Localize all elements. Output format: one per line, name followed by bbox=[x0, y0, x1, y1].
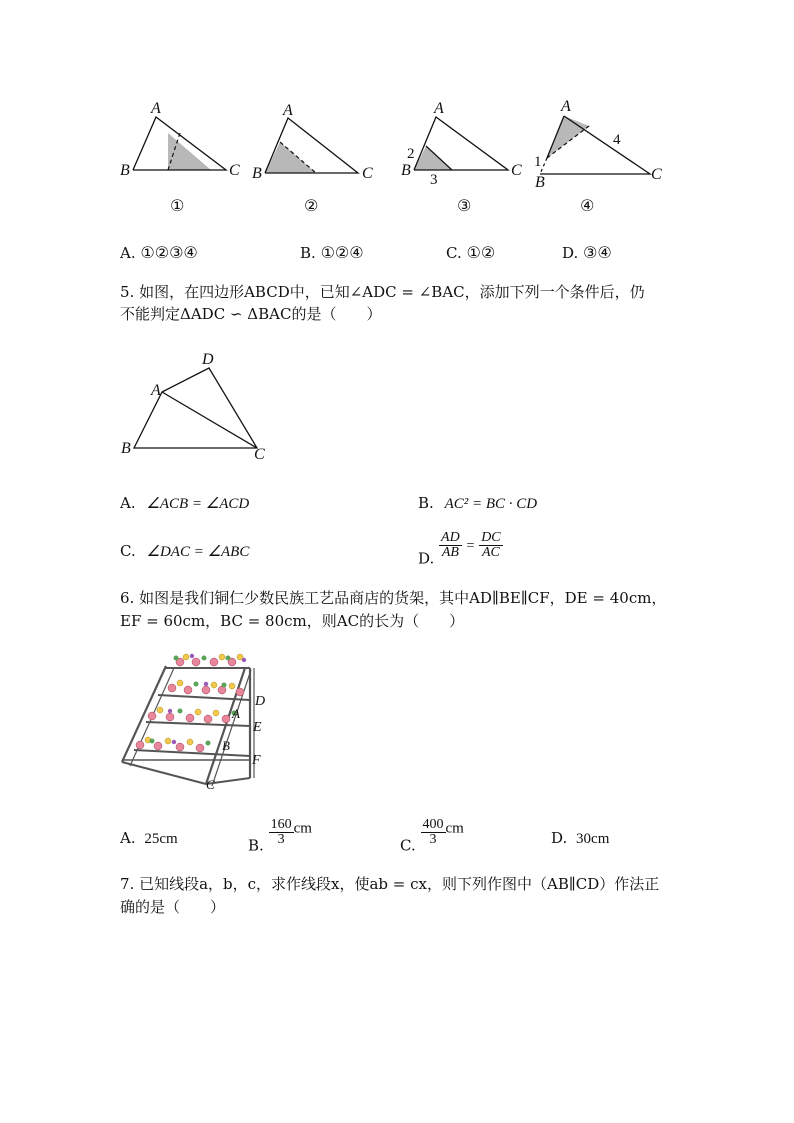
q5-option-b-letter: B. bbox=[418, 494, 434, 512]
q4-option-b-text: ①②④ bbox=[320, 243, 364, 262]
q4-fig2-caption: ② bbox=[304, 196, 319, 215]
q4-fig4-caption: ④ bbox=[580, 196, 595, 215]
q5-stem-line-1: 5. 如图，在四边形ABCD中，已知∠ADC = ∠BAC，添加下列一个条件后，仍 bbox=[120, 283, 645, 301]
q4-fig3-length-2: 2 bbox=[407, 146, 415, 162]
q4-fig4-label-C: C bbox=[651, 166, 662, 183]
q4-fig1-label-C: C bbox=[229, 162, 240, 179]
q6-option-b-unit: cm bbox=[293, 820, 312, 837]
q6-stem-line-2: EF = 60cm，BC = 80cm，则AC的长为（ ） bbox=[120, 612, 465, 630]
q5-fig-label-A: A bbox=[151, 382, 161, 399]
q5-stem-line-2: 不能判定ΔADC ∽ ΔBAC的是（ ） bbox=[120, 305, 382, 323]
q6-option-d[interactable] bbox=[551, 827, 609, 850]
q5-option-d-letter: D. bbox=[418, 549, 435, 568]
q4-option-c-letter: C. bbox=[446, 244, 462, 262]
q6-option-a[interactable] bbox=[120, 827, 178, 850]
q4-fig2-label-B: B bbox=[252, 165, 262, 182]
q6-option-c-letter: C. bbox=[400, 836, 416, 855]
q4-fig4-label-A: A bbox=[561, 98, 571, 115]
q5-option-d-equals: = bbox=[466, 538, 475, 554]
q6-option-a-text: 25cm bbox=[144, 831, 178, 847]
q4-fig1-label-B: B bbox=[120, 162, 130, 179]
q4-fig2-label-A: A bbox=[283, 102, 293, 119]
q6-fig-label-E: E bbox=[253, 720, 262, 735]
q6-option-d-letter: D. bbox=[551, 829, 568, 847]
q6-fig-label-F: F bbox=[252, 753, 261, 768]
q6-stem-line-1: 6. 如图是我们铜仁少数民族工艺品商店的货架，其中AD∥BE∥CF，DE = 40cm， bbox=[120, 589, 667, 607]
q7-stem-line-1: 7. 已知线段a，b，c，求作线段x，使ab = cx，则下列作图中（AB∥CD）作法正 bbox=[120, 875, 660, 893]
q6-fig-label-C: C bbox=[206, 777, 215, 792]
q6-option-a-letter: A. bbox=[120, 829, 136, 847]
q5-fig-label-C: C bbox=[254, 446, 265, 463]
q4-fig4-length-4: 4 bbox=[613, 132, 621, 148]
q4-option-d-letter: D. bbox=[562, 244, 579, 262]
q6-option-c-unit: cm bbox=[445, 820, 464, 837]
q4-fig3-length-3: 3 bbox=[430, 172, 438, 188]
q6-fig-label-A: A bbox=[232, 706, 240, 721]
q6-option-c[interactable] bbox=[400, 818, 464, 855]
q4-fig3-label-C: C bbox=[511, 162, 522, 179]
q6-option-b[interactable] bbox=[248, 818, 312, 855]
q6-option-b-fraction bbox=[269, 818, 294, 847]
q5-option-c-letter: C. bbox=[120, 542, 136, 560]
q4-option-c-text: ①② bbox=[466, 243, 496, 262]
q4-option-d-text: ③④ bbox=[583, 243, 612, 262]
q4-fig1-label-A: A bbox=[151, 100, 161, 117]
q5-option-b-text: AC² = BC · CD bbox=[444, 496, 538, 512]
q6-option-c-fraction bbox=[421, 818, 446, 847]
q5-option-c-text: ∠DAC = ∠ABC bbox=[146, 544, 250, 560]
q4-fig4-label-B: B bbox=[535, 174, 545, 191]
q5-fig-label-D: D bbox=[202, 351, 214, 368]
q4-fig2-label-C: C bbox=[362, 165, 373, 182]
q5-option-d-num-2: DC bbox=[481, 530, 501, 545]
q5-fig-label-B: B bbox=[121, 440, 131, 457]
q5-option-d-den-1: AB bbox=[441, 545, 459, 560]
q4-fig4-length-1: 1 bbox=[534, 154, 542, 170]
q6-option-b-letter: B. bbox=[248, 836, 264, 855]
q5-option-d-den-2: AC bbox=[481, 545, 500, 560]
q4-fig1-caption: ① bbox=[170, 196, 185, 215]
q4-fig3-caption: ③ bbox=[457, 196, 472, 215]
q4-option-a-text: ①②③④ bbox=[140, 243, 198, 262]
q4-fig3-label-A: A bbox=[434, 100, 444, 117]
q4-option-b-letter: B. bbox=[300, 244, 316, 262]
q4-fig3-label-B: B bbox=[401, 162, 411, 179]
q6-option-b-numerator: 160 bbox=[270, 817, 292, 832]
q6-fig-label-D: D bbox=[255, 694, 266, 709]
q6-fig-label-B: B bbox=[222, 738, 230, 753]
q7-stem-line-2: 确的是（ ） bbox=[120, 898, 226, 916]
q5-option-a-text: ∠ACB = ∠ACD bbox=[146, 496, 250, 512]
q6-option-d-text: 30cm bbox=[576, 831, 610, 847]
q6-option-c-denominator: 3 bbox=[429, 832, 437, 847]
q4-option-a-letter: A. bbox=[120, 244, 136, 262]
q6-option-c-numerator: 400 bbox=[422, 817, 444, 832]
q5-option-a-letter: A. bbox=[120, 494, 136, 512]
q6-option-b-denominator: 3 bbox=[277, 832, 285, 847]
q5-option-d-num-1: AD bbox=[441, 530, 460, 545]
